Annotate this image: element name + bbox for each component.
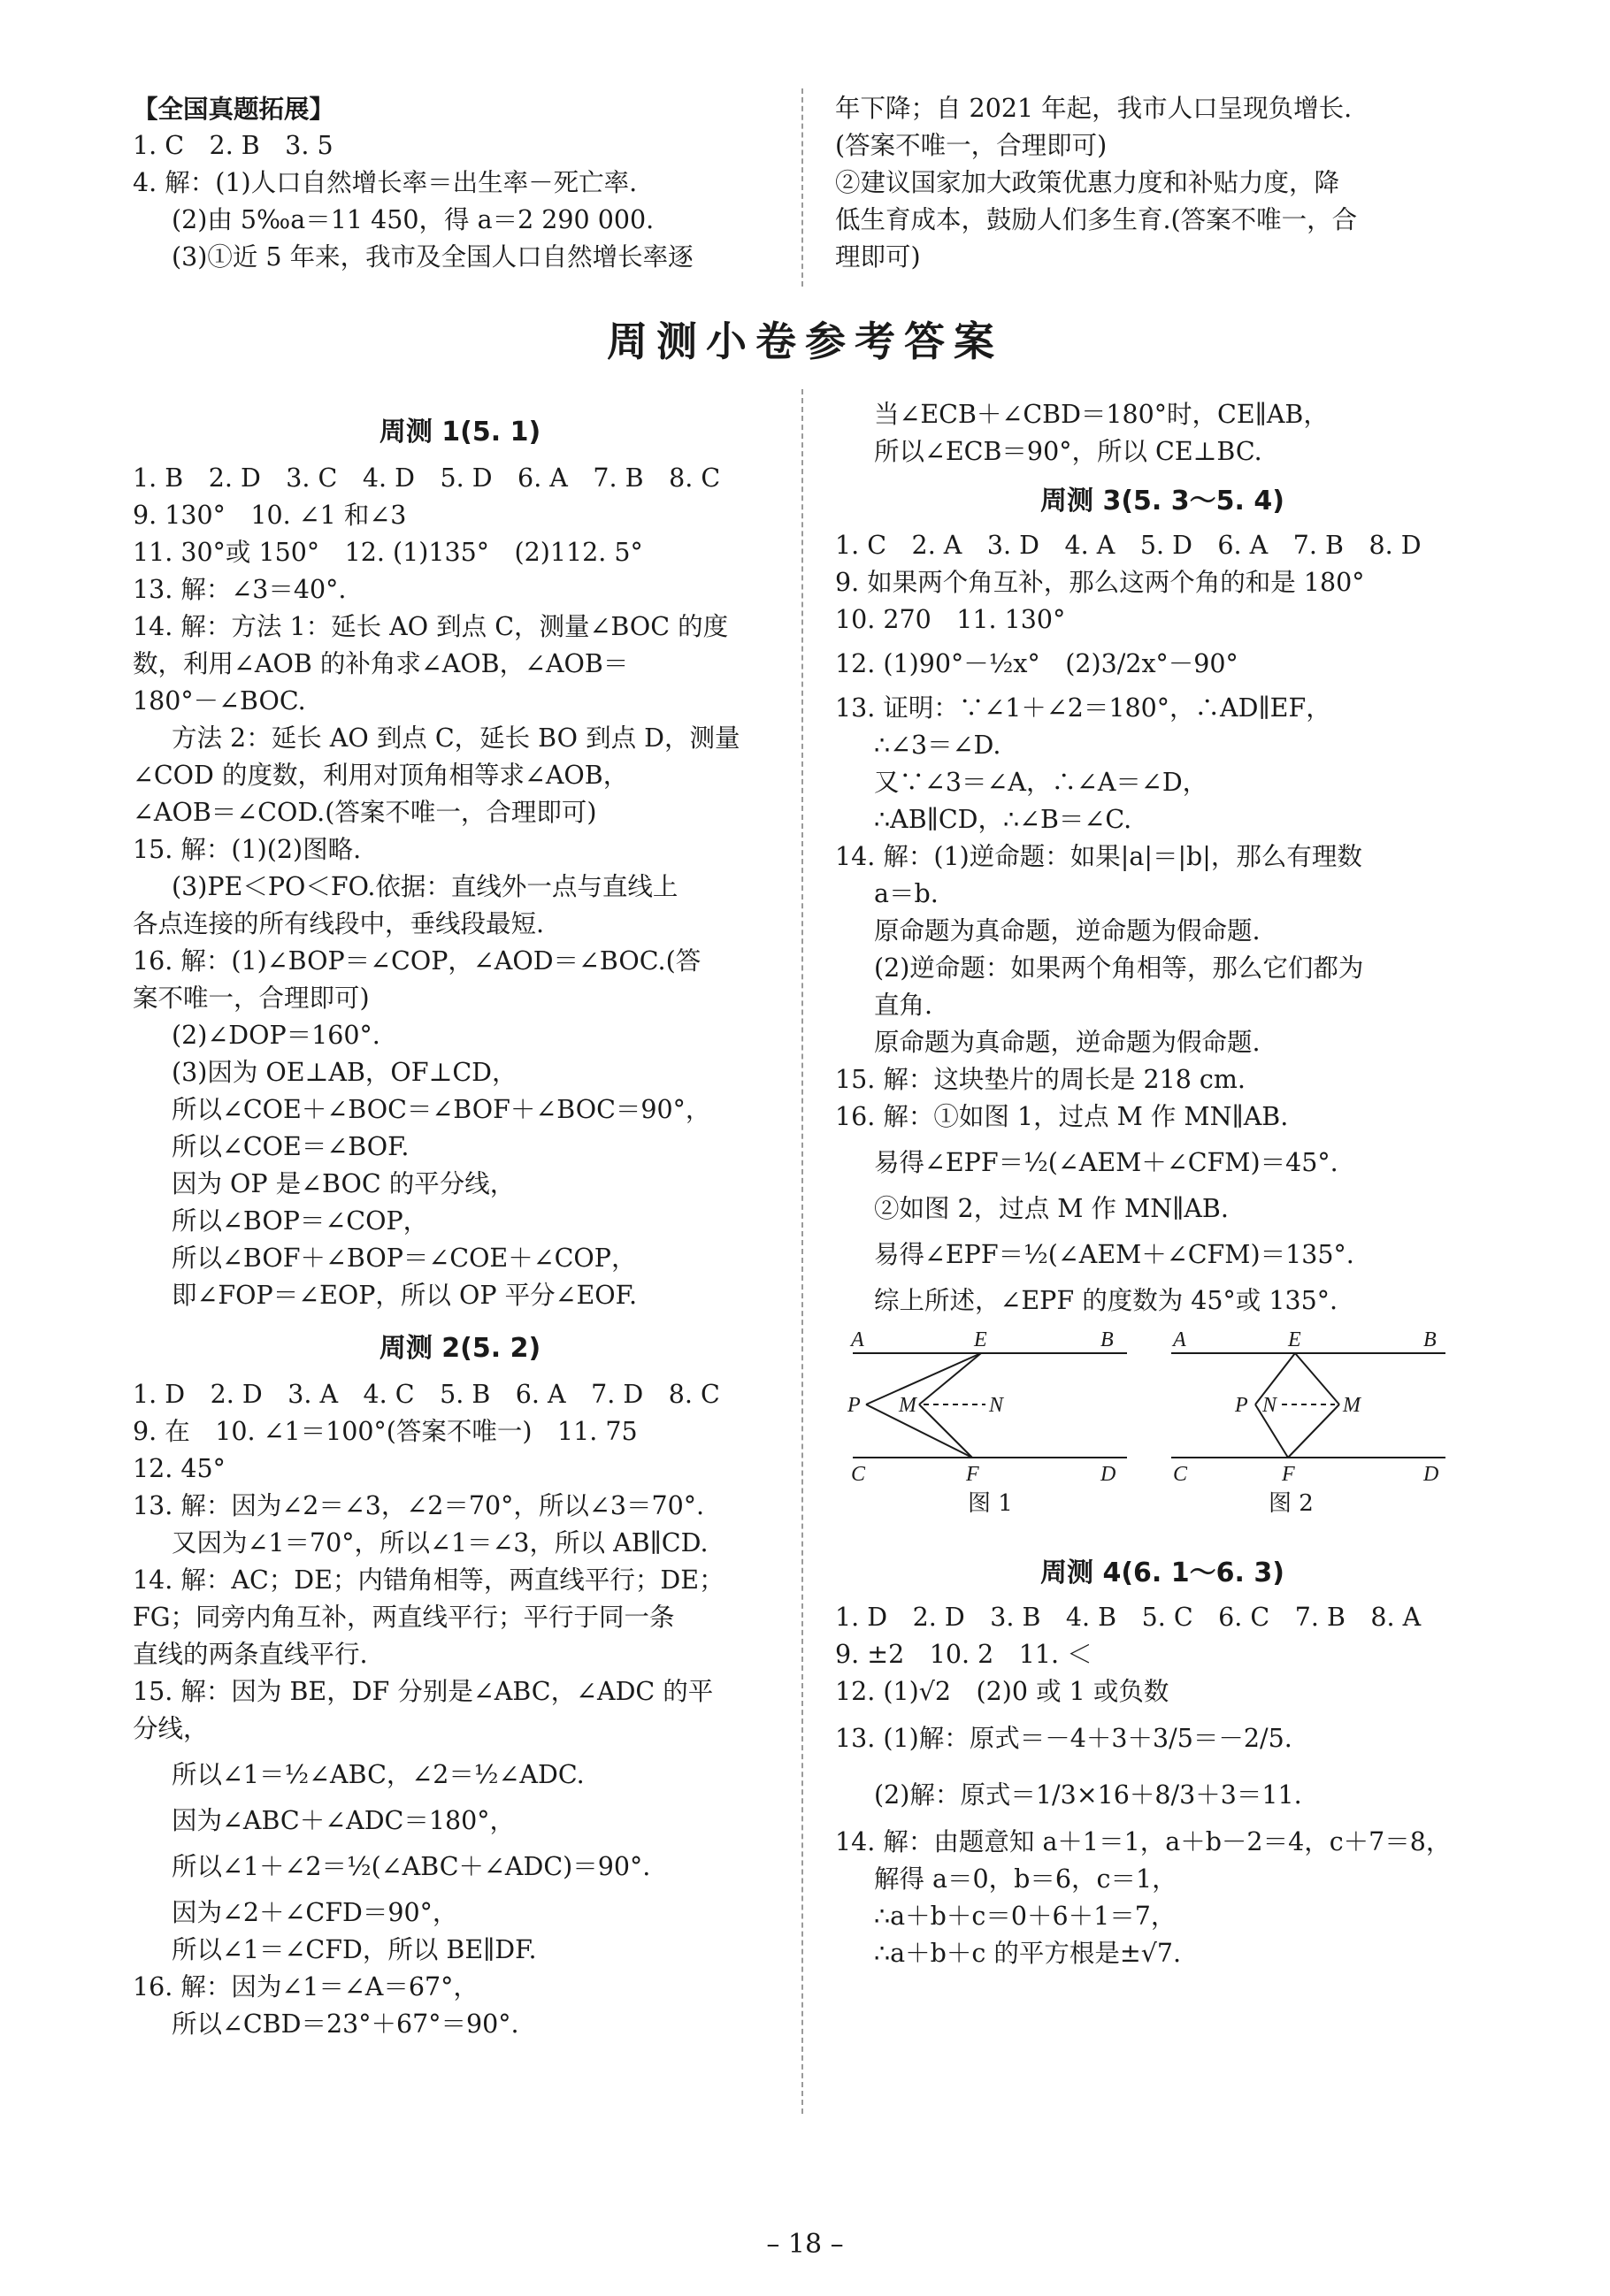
answer-line: 1. D 2. D 3. A 4. C 5. B 6. A 7. D 8. C	[133, 1380, 720, 1409]
answer-line: 1. C 2. A 3. D 4. A 5. D 6. A 7. B 8. D	[835, 531, 1422, 560]
answer-line: 14. 解：(1)逆命题：如果|a|＝|b|，那么有理数	[835, 842, 1362, 871]
answer-line: FG；同旁内角互补，两直线平行；平行于同一条	[133, 1603, 675, 1632]
answer-line: ∠COD 的度数，利用对顶角相等求∠AOB，	[133, 761, 629, 790]
answer-line: a＝b.	[874, 879, 939, 908]
top-right-line: ②建议国家加大政策优惠力度和补贴力度，降	[835, 168, 1340, 197]
answer-line: 13. 证明：∵∠1＋∠2＝180°，∴AD∥EF，	[835, 693, 1331, 723]
answer-line: 案不唯一，合理即可)	[133, 983, 370, 1013]
label-n-fig2: N	[1262, 1394, 1277, 1417]
answer-line: 9. 如果两个角互补，那么这两个角的和是 180°	[835, 568, 1365, 597]
top-left-line: (2)由 5‰a＝11 450，得 a＝2 290 000.	[172, 205, 655, 234]
answer-line: 因为 OP 是∠BOC 的平分线，	[172, 1169, 516, 1198]
caption-fig1: 图 1	[968, 1490, 1013, 1517]
answer-line: 1. B 2. D 3. C 4. D 5. D 6. A 7. B 8. C	[133, 463, 721, 493]
answer-line: 易得∠EPF＝½(∠AEM＋∠CFM)＝45°.	[874, 1148, 1338, 1177]
answer-line: (3)PE＜PO＜FO.依据：直线外一点与直线上	[172, 872, 678, 901]
answer-line: ∠AOB＝∠COD.(答案不唯一，合理即可)	[133, 798, 597, 827]
answer-line: 所以∠1＋∠2＝½(∠ABC＋∠ADC)＝90°.	[172, 1852, 651, 1881]
answer-line: 12. 45°	[133, 1454, 226, 1483]
segment-me-fig1	[919, 1353, 981, 1404]
answer-line: 1. D 2. D 3. B 4. B 5. C 6. C 7. B 8. A	[835, 1603, 1422, 1632]
top-right-line: 理即可)	[835, 242, 921, 272]
label-b-fig1: B	[1100, 1328, 1114, 1351]
figure-2	[1171, 1353, 1445, 1458]
answer-line: (2)∠DOP＝160°.	[172, 1021, 380, 1050]
answer-line: 因为∠2＋∠CFD＝90°，	[172, 1898, 458, 1927]
answer-line: 12. (1)90°－½x° (2)3/2x°－90°	[835, 649, 1238, 678]
answer-line: 分线，	[133, 1714, 209, 1743]
answer-line: 综上所述，∠EPF 的度数为 45°或 135°.	[874, 1286, 1338, 1315]
segment-mf-fig2	[1288, 1404, 1339, 1458]
week4-title: 周测 4(6. 1～6. 3)	[1040, 1557, 1284, 1588]
segment-pe-fig1	[866, 1353, 981, 1404]
top-column-divider	[801, 88, 803, 287]
caption-fig2: 图 2	[1269, 1490, 1314, 1517]
answer-line: 16. 解：(1)∠BOP＝∠COP，∠AOD＝∠BOC.(答	[133, 946, 702, 976]
label-a-fig1: A	[851, 1328, 864, 1351]
top-left-line: 【全国真题拓展】	[133, 94, 335, 124]
answer-line: 各点连接的所有线段中，垂线段最短.	[133, 909, 545, 938]
answer-line: 13. 解：∠3＝40°.	[133, 575, 347, 604]
label-d-fig1: D	[1100, 1463, 1116, 1486]
top-right-line: (答案不唯一，合理即可)	[835, 131, 1108, 160]
label-c-fig1: C	[851, 1463, 866, 1486]
answer-line: 又因为∠1＝70°，所以∠1＝∠3，所以 AB∥CD.	[172, 1528, 709, 1557]
label-f-fig1: F	[966, 1463, 979, 1486]
answer-line: 原命题为真命题，逆命题为假命题.	[874, 916, 1261, 945]
label-d-fig2: D	[1423, 1463, 1439, 1486]
answer-line: 13. 解：因为∠2＝∠3，∠2＝70°，所以∠3＝70°.	[133, 1491, 705, 1520]
answer-line: (2)逆命题：如果两个角相等，那么它们都为	[874, 953, 1364, 983]
segment-me-fig2	[1295, 1353, 1339, 1404]
top-right-line: 低生育成本，鼓励人们多生育.(答案不唯一，合	[835, 205, 1358, 234]
answer-line: (2)解：原式＝1/3×16＋8/3＋3＝11.	[874, 1780, 1302, 1810]
section-title: 周测小卷参考答案	[607, 318, 1003, 365]
label-c-fig2: C	[1173, 1463, 1188, 1486]
segment-mf-fig1	[919, 1404, 972, 1458]
answer-line: ∴a＋b＋c＝0＋6＋1＝7，	[874, 1902, 1177, 1931]
answer-line: 15. 解：(1)(2)图略.	[133, 835, 362, 864]
week1-title: 周测 1(5. 1)	[379, 417, 541, 448]
top-left-block	[133, 90, 694, 276]
answer-line: 10. 270 11. 130°	[835, 605, 1066, 634]
right-column	[835, 396, 1490, 1972]
geometry-figures	[835, 1325, 1481, 1528]
answer-line: 14. 解：AC；DE；内错角相等，两直线平行；DE；	[133, 1565, 724, 1595]
top-right-block	[835, 90, 1357, 276]
answer-line: 即∠FOP＝∠EOP，所以 OP 平分∠EOF.	[172, 1281, 638, 1310]
label-p-fig1: P	[847, 1394, 861, 1417]
answer-line: 原命题为真命题，逆命题为假命题.	[874, 1028, 1261, 1057]
label-b-fig2: B	[1423, 1328, 1437, 1351]
answer-line: 解得 a＝0，b＝6，c＝1，	[874, 1864, 1177, 1894]
answer-line: 所以∠ECB＝90°，所以 CE⊥BC.	[874, 437, 1262, 466]
main-column-divider	[801, 389, 803, 2114]
answer-line: 数，利用∠AOB 的补角求∠AOB，∠AOB＝	[133, 649, 629, 678]
week2-title: 周测 2(5. 2)	[379, 1333, 541, 1364]
answer-line: 所以∠1＝∠CFD，所以 BE∥DF.	[172, 1935, 537, 1964]
answer-line: 9. 在 10. ∠1＝100°(答案不唯一) 11. 75	[133, 1417, 638, 1446]
answer-line: 所以∠1＝½∠ABC，∠2＝½∠ADC.	[172, 1760, 585, 1789]
answer-line: 所以∠BOF＋∠BOP＝∠COE＋∠COP，	[172, 1244, 637, 1273]
week3-title: 周测 3(5. 3～5. 4)	[1040, 486, 1284, 517]
answer-line: 方法 2：延长 AO 到点 C，延长 BO 到点 D，测量	[172, 723, 740, 753]
answer-line: 180°－∠BOC.	[133, 686, 306, 716]
label-e-fig2: E	[1288, 1328, 1301, 1351]
label-n-fig1: N	[989, 1394, 1004, 1417]
answer-line: 又∵∠3＝∠A，∴∠A＝∠D，	[874, 768, 1208, 797]
answer-line: 13. (1)解：原式＝－4＋3＋3/5＝－2/5.	[835, 1724, 1292, 1753]
answer-line: 11. 30°或 150° 12. (1)135° (2)112. 5°	[133, 538, 643, 567]
answer-line: (3)因为 OE⊥AB，OF⊥CD，	[172, 1058, 518, 1087]
answer-line: 易得∠EPF＝½(∠AEM＋∠CFM)＝135°.	[874, 1240, 1354, 1269]
answer-line: ∴∠3＝∠D.	[874, 731, 1001, 760]
answer-line: 直线的两条直线平行.	[133, 1640, 368, 1669]
answer-line: 所以∠CBD＝23°＋67°＝90°.	[172, 2009, 519, 2039]
top-right-line: 年下降；自 2021 年起，我市人口呈现负增长.	[835, 94, 1353, 123]
answer-line: 14. 解：由题意知 a＋1＝1，a＋b－2＝4，c＋7＝8，	[835, 1827, 1452, 1856]
left-column	[133, 414, 787, 2043]
top-left-line: 4. 解：(1)人口自然增长率＝出生率－死亡率.	[133, 168, 638, 197]
answer-line: 14. 解：方法 1：延长 AO 到点 C，测量∠BOC 的度	[133, 612, 729, 641]
answer-line: 直角.	[874, 991, 933, 1020]
answer-line: 15. 解：这块垫片的周长是 218 cm.	[835, 1065, 1246, 1094]
label-a-fig2: A	[1173, 1328, 1186, 1351]
segment-pf-fig1	[866, 1404, 972, 1458]
answer-line: 所以∠COE＝∠BOF.	[172, 1132, 410, 1161]
answer-line: 16. 解：①如图 1，过点 M 作 MN∥AB.	[835, 1102, 1289, 1131]
answer-line: 当∠ECB＋∠CBD＝180°时，CE∥AB，	[874, 400, 1329, 429]
answer-line: 16. 解：因为∠1＝∠A＝67°，	[133, 1972, 479, 2001]
answer-line: ∴a＋b＋c 的平方根是±√7.	[874, 1939, 1182, 1968]
page-number: – 18 –	[766, 2229, 844, 2260]
answer-line: 9. 130° 10. ∠1 和∠3	[133, 501, 407, 530]
answer-line: 因为∠ABC＋∠ADC＝180°，	[172, 1806, 516, 1835]
answer-line: 12. (1)√2 (2)0 或 1 或负数	[835, 1677, 1169, 1706]
answer-line: 所以∠BOP＝∠COP，	[172, 1206, 429, 1236]
top-left-line: (3)①近 5 年来，我市及全国人口自然增长率逐	[172, 242, 694, 272]
answer-line: ∴AB∥CD，∴∠B＝∠C.	[874, 805, 1132, 834]
answer-line: 所以∠COE＋∠BOC＝∠BOF＋∠BOC＝90°，	[172, 1095, 711, 1124]
label-m-fig1: M	[899, 1394, 916, 1417]
label-p-fig2: P	[1235, 1394, 1248, 1417]
answer-line: 9. ±2 10. 2 11. ＜	[835, 1640, 1092, 1669]
answer-line: ②如图 2，过点 M 作 MN∥AB.	[874, 1194, 1229, 1223]
label-m-fig2: M	[1343, 1394, 1361, 1417]
label-e-fig1: E	[974, 1328, 987, 1351]
top-left-line: 1. C 2. B 3. 5	[133, 131, 334, 160]
answer-line: 15. 解：因为 BE，DF 分别是∠ABC，∠ADC 的平	[133, 1677, 714, 1706]
label-f-fig2: F	[1282, 1463, 1295, 1486]
